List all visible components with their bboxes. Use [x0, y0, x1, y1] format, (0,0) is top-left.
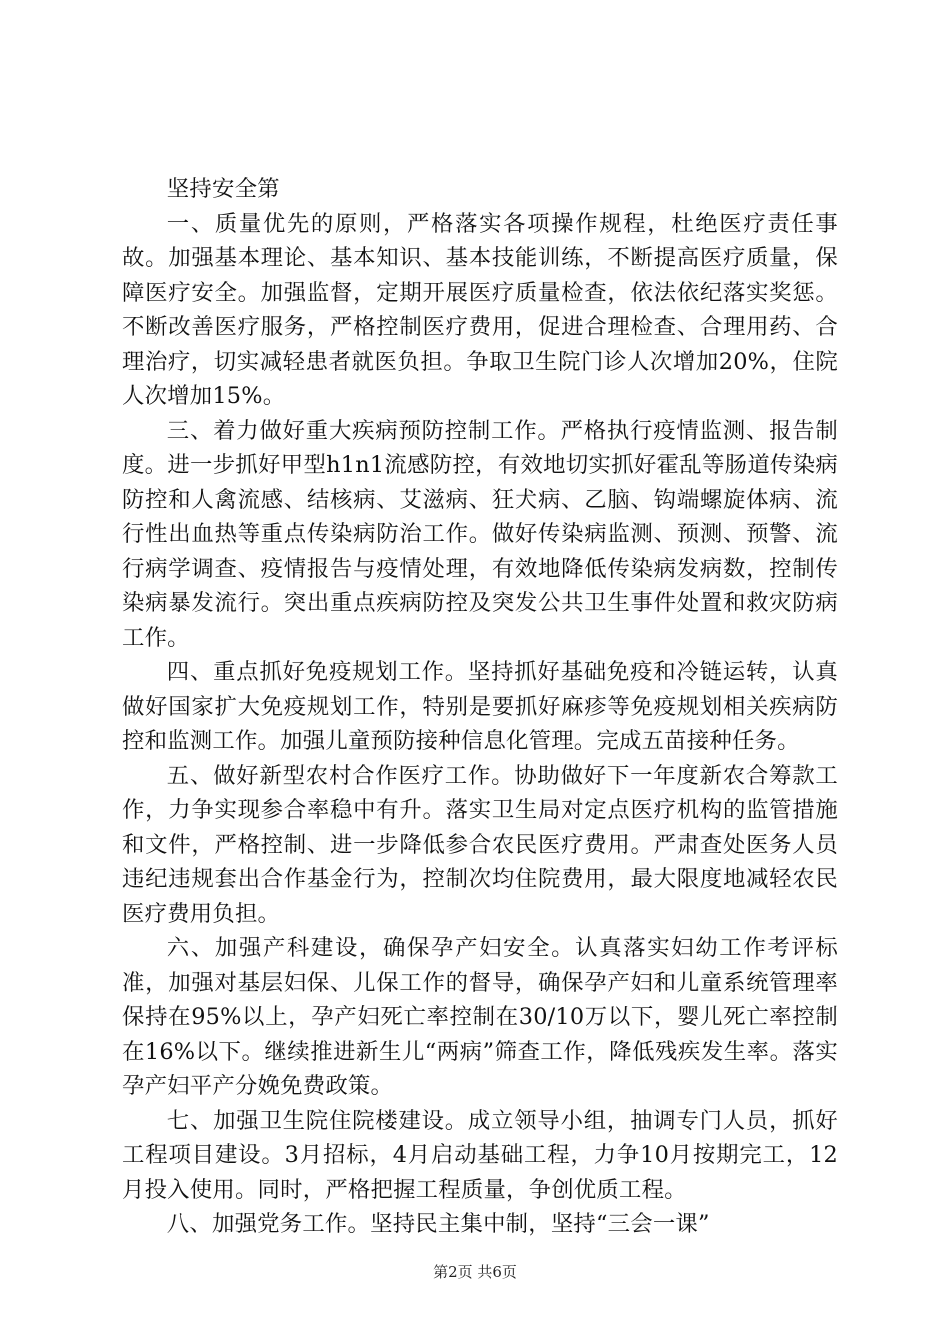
- paragraph-obstetrics: 六、加强产科建设，确保孕产妇安全。认真落实妇幼工作考评标准，加强对基层妇保、儿保工作的督导，确保孕产妇和儿童系统管理率保持在95%以上，孕产妇死亡率控制在30/10万以下，婴儿死亡率控制在16%以下。继续推进新生儿“两病”筛查工作，降低残疾发生率。落实孕产妇平产分娩免费政策。: [122, 935, 838, 1099]
- paragraph-hospital-building: 七、加强卫生院住院楼建设。成立领导小组，抽调专门人员，抓好工程项目建设。3月招标，4月启动基础工程，力争10月按期完工，12月投入使用。同时，严格把握工程质量，争创优质工程。: [122, 1107, 838, 1203]
- body-text: [122, 172, 838, 1242]
- paragraph-immunization: 四、重点抓好免疫规划工作。坚持抓好基础免疫和冷链运转，认真做好国家扩大免疫规划工作，特别是要抓好麻疹等免疫规划相关疾病防控和监测工作。加强儿童预防接种信息化管理。完成五苗接种任务。: [122, 659, 838, 754]
- paragraph-party-work: 八、加强党务工作。坚持民主集中制，坚持“三会一课”: [166, 1211, 710, 1237]
- paragraph-disease-control: 三、着力做好重大疾病预防控制工作。严格执行疫情监测、报告制度。进一步抓好甲型h1n1流感防控，有效地切实抓好霍乱等肠道传染病防控和人禽流感、结核病、艾滋病、狂犬病、乙脑、钩端螺旋体病、流行性出血热等重点传染病防治工作。做好传染病监测、预测、预警、流行病学调查、疫情报告与疫情处理，有效地降低传染病发病数，控制传染病暴发流行。突出重点疾病防控及突发公共卫生事件处置和救灾防病工作。: [122, 417, 838, 651]
- page-number-footer: 第2页 共6页: [433, 1263, 517, 1281]
- paragraph-rural-cooperative: 五、做好新型农村合作医疗工作。协助做好下一年度新农合筹款工作，力争实现参合率稳中有升。落实卫生局对定点医疗机构的监管措施和文件，严格控制、进一步降低参合农民医疗费用。严肃查处医务人员违纪违规套出合作基金行为，控制次均住院费用，最大限度地减轻农民医疗费用负担。: [122, 762, 838, 927]
- paragraph-intro: 坚持安全第: [166, 176, 280, 202]
- paragraph-quality: 一、质量优先的原则，严格落实各项操作规程，杜绝医疗责任事故。加强基本理论、基本知识、基本技能训练，不断提高医疗质量，保障医疗安全。加强监督，定期开展医疗质量检查，依法依纪落实奖惩。不断改善医疗服务，严格控制医疗费用，促进合理检查、合理用药、合理治疗，切实减轻患者就医负担。争取卫生院门诊人次增加20%，住院人次增加15%。: [122, 210, 838, 409]
